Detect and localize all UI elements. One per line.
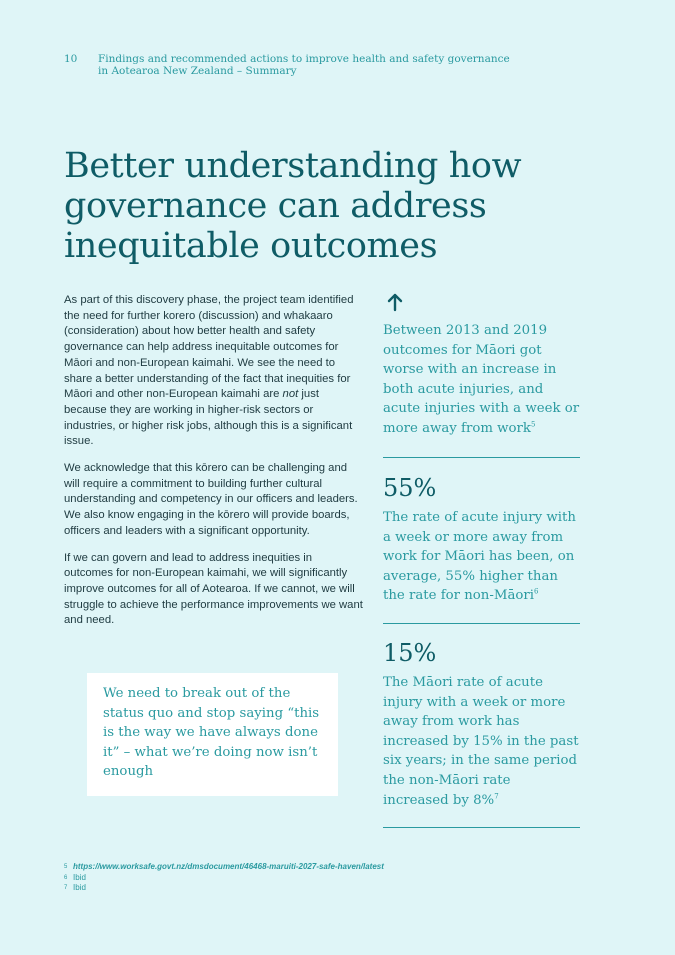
stat-1-footnote-ref: 5 [530,420,536,429]
footnote-link[interactable]: https://www.worksafe.govt.nz/dmsdocument/46468-maruiti-2027-safe-haven/latest [73,862,384,871]
footnote-5 [64,862,564,873]
footnotes [64,862,564,894]
header-title-line1: Findings and recommended actions to improve health and safety governance [98,53,510,65]
footnote-7 [64,883,564,894]
header-title-line2: in Aotearoa New Zealand – Summary [98,65,297,77]
page-number: 10 [64,53,78,65]
footnote-text: Ibid [73,883,86,892]
title-line3: inequitable outcomes [64,226,438,266]
body-paragraph-2: We acknowledge that this kōrero can be challenging and will require a commitment to building further cultural understanding and competency in our officers and leaders. We also know engaging in the kōrero will provide boards, officers and leaders with a significant opportunity. [64,462,358,537]
stat-3-text [383,673,580,810]
body-paragraph-1 [64,293,364,450]
running-header [64,53,528,77]
stat-1-text [383,321,580,439]
stat-2-text [383,508,580,606]
pull-quote-box [87,673,338,796]
footnote-6 [64,873,564,884]
stat-3-number: 15% [383,639,437,667]
stat-1-body: Between 2013 and 2019 outcomes for Māori got worse with an increase in both acute injuries, and acute injuries with a week or more away from work [383,323,580,436]
header-title [98,53,528,77]
stat-3-footnote-ref: 7 [494,792,499,801]
stat-divider-1 [383,457,580,458]
body-paragraph-3: If we can govern and lead to address inequities in outcomes for non-European kaimahi, we will significantly improve outcomes for all of Aotearoa. If we cannot, we will struggle to achieve the performance improvements we want and need. [64,551,363,627]
arrow-up-icon [386,292,404,312]
footnote-number: 6 [64,874,68,881]
footnote-text: Ibid [73,872,86,882]
footnote-number: 7 [64,885,68,891]
footnote-number: 5 [64,864,68,870]
body-p1-emphasis: not [282,388,299,401]
stat-2-footnote-ref: 6 [534,587,539,596]
stat-divider-2 [383,623,580,624]
stat-3-body: The Māori rate of acute injury with a week or more away from work has increased by 15% in the past six years; in the same period the non-Māori rate increased by 8% [383,675,579,808]
stat-divider-3 [383,827,580,828]
title-line1: Better understanding how [64,146,522,186]
stat-2-number: 55% [383,474,437,502]
pull-quote-text: We need to break out of the status quo and stop saying “this is the way we have always done it” – what we’re doing now isn’t enough [103,686,320,779]
stat-2-body: The rate of acute injury with a week or more away from work for Māori has been, on average, 55% higher than the rate for non-Māori [383,510,576,604]
page-title [64,146,624,266]
body-p1-end: just because they are working in higher-risk sectors or industries, or higher risk jobs, although this is a significant issue. [64,388,353,448]
body-p1-start: As part of this discovery phase, the project team identified the need for further korero (discussion) and whakaaro (consideration) about how better health and safety governance can help address inequitable outcomes for Māori and non-European kaimahi. We see the need to share a better understanding of the fact that inequities for Māori and other non-European kaimahi are [64,294,354,401]
title-line2: governance can address [64,186,487,226]
body-column [64,293,364,640]
